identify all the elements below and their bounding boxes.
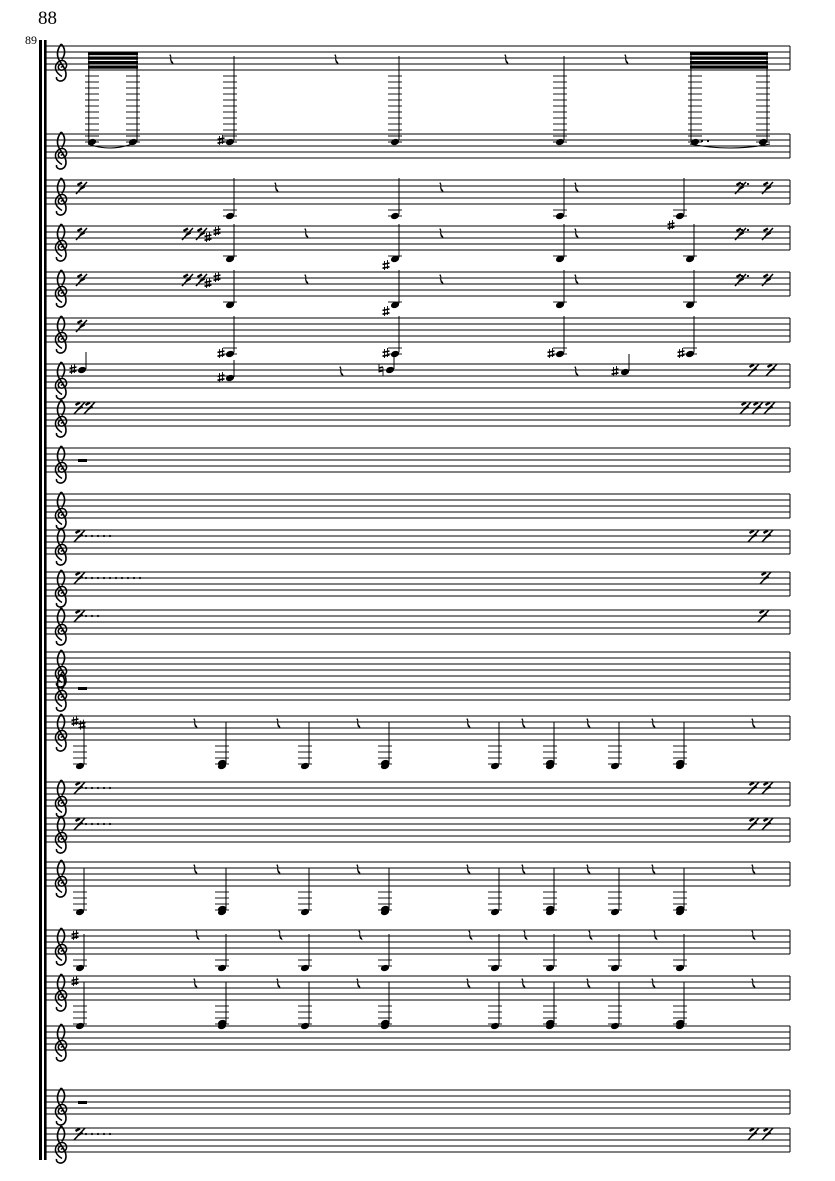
page-number: 88 (38, 8, 57, 29)
measure-number: 89 (25, 33, 37, 47)
